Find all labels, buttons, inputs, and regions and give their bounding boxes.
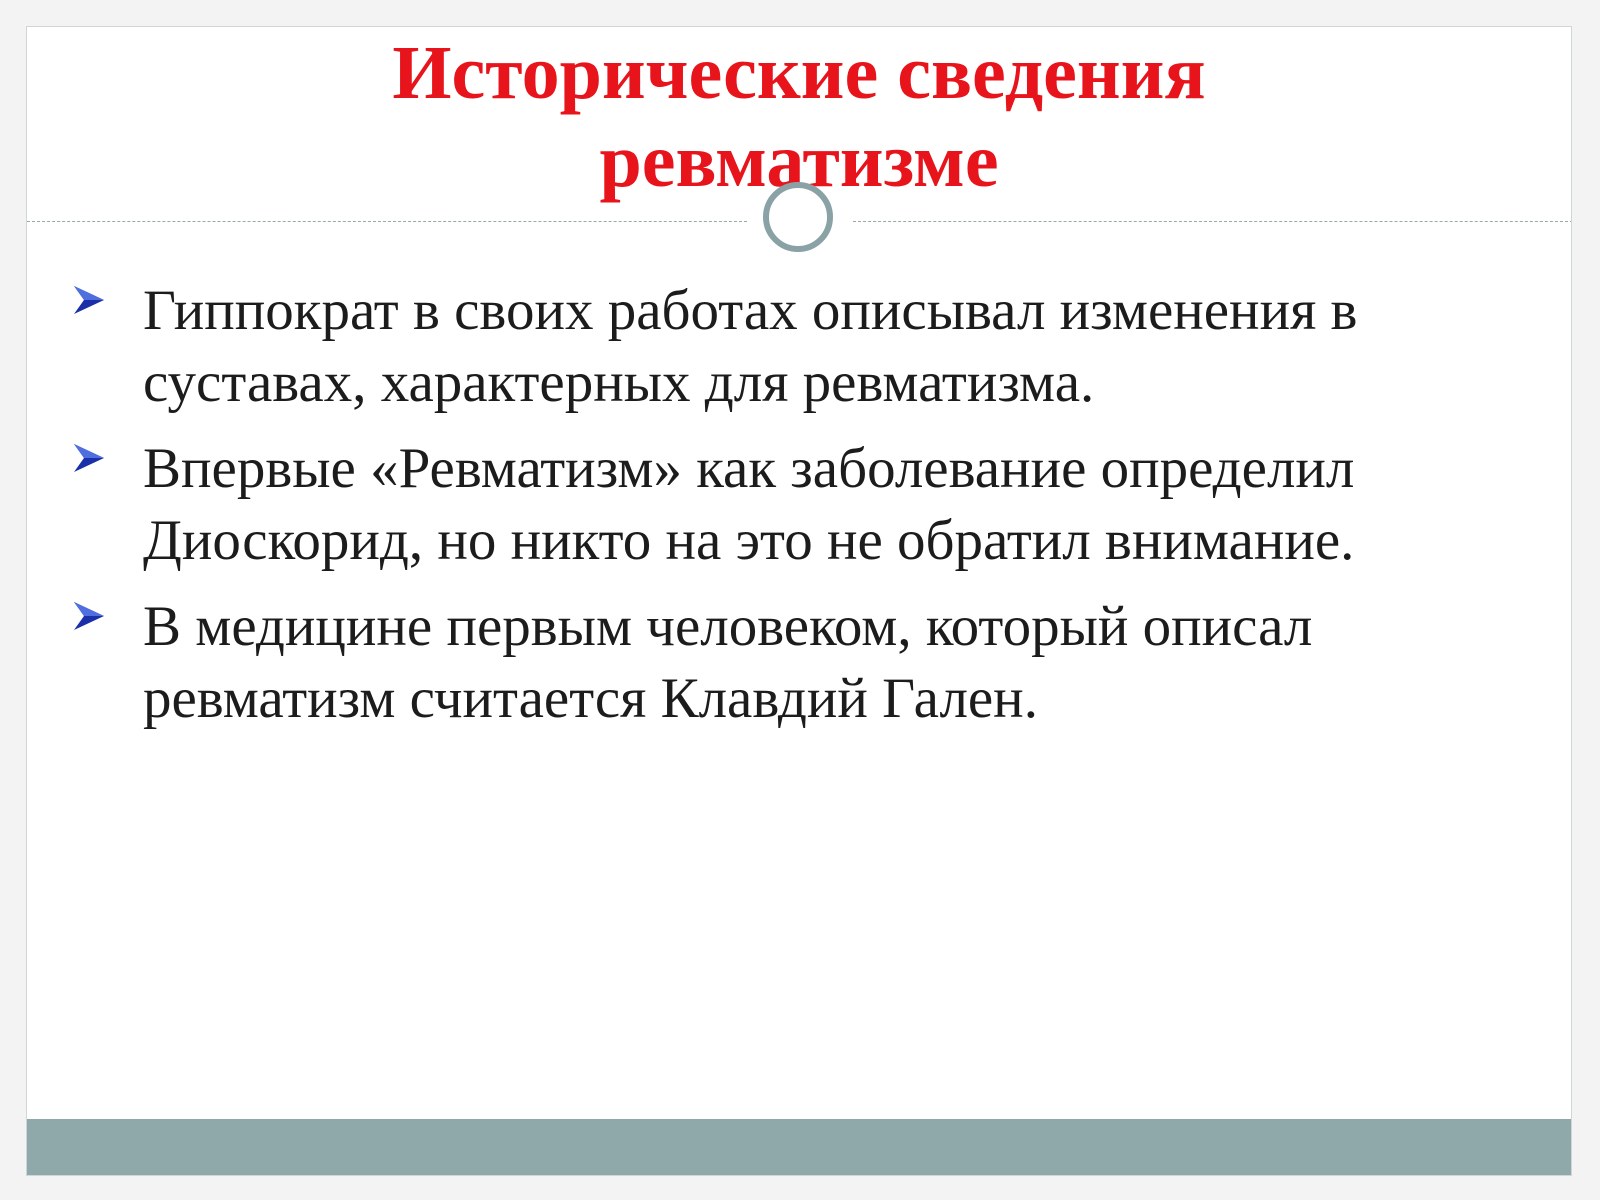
title-divider-left: [27, 221, 747, 222]
bullet-text: Гиппократ в своих работах описывал изменения в суставах, характерных для ревматизма.: [143, 279, 1358, 414]
slide-title-line-1: Исторические сведения: [392, 31, 1206, 115]
arrowhead-bullet-icon: [71, 441, 107, 477]
bullet-text: В медицине первым человеком, который описал ревматизм считается Клавдий Гален.: [143, 595, 1313, 730]
bullet-text: Впервые «Ревматизм» как заболевание определил Диоскорид, но никто на это не обратил внимание.: [143, 437, 1355, 572]
bullet-item: [71, 591, 1511, 735]
arrowhead-bullet-icon: [71, 599, 107, 635]
bullet-item: [71, 433, 1511, 577]
arrowhead-bullet-icon: [71, 283, 107, 319]
bullet-list: [71, 275, 1511, 749]
divider-ring-ornament: [763, 182, 833, 252]
slide-title-line-2: ревматизме: [599, 119, 999, 203]
bullet-item: [71, 275, 1511, 419]
slide: [26, 26, 1572, 1176]
title-divider-right: [853, 221, 1572, 222]
slide-title: [27, 29, 1571, 205]
footer-band: [27, 1119, 1571, 1175]
